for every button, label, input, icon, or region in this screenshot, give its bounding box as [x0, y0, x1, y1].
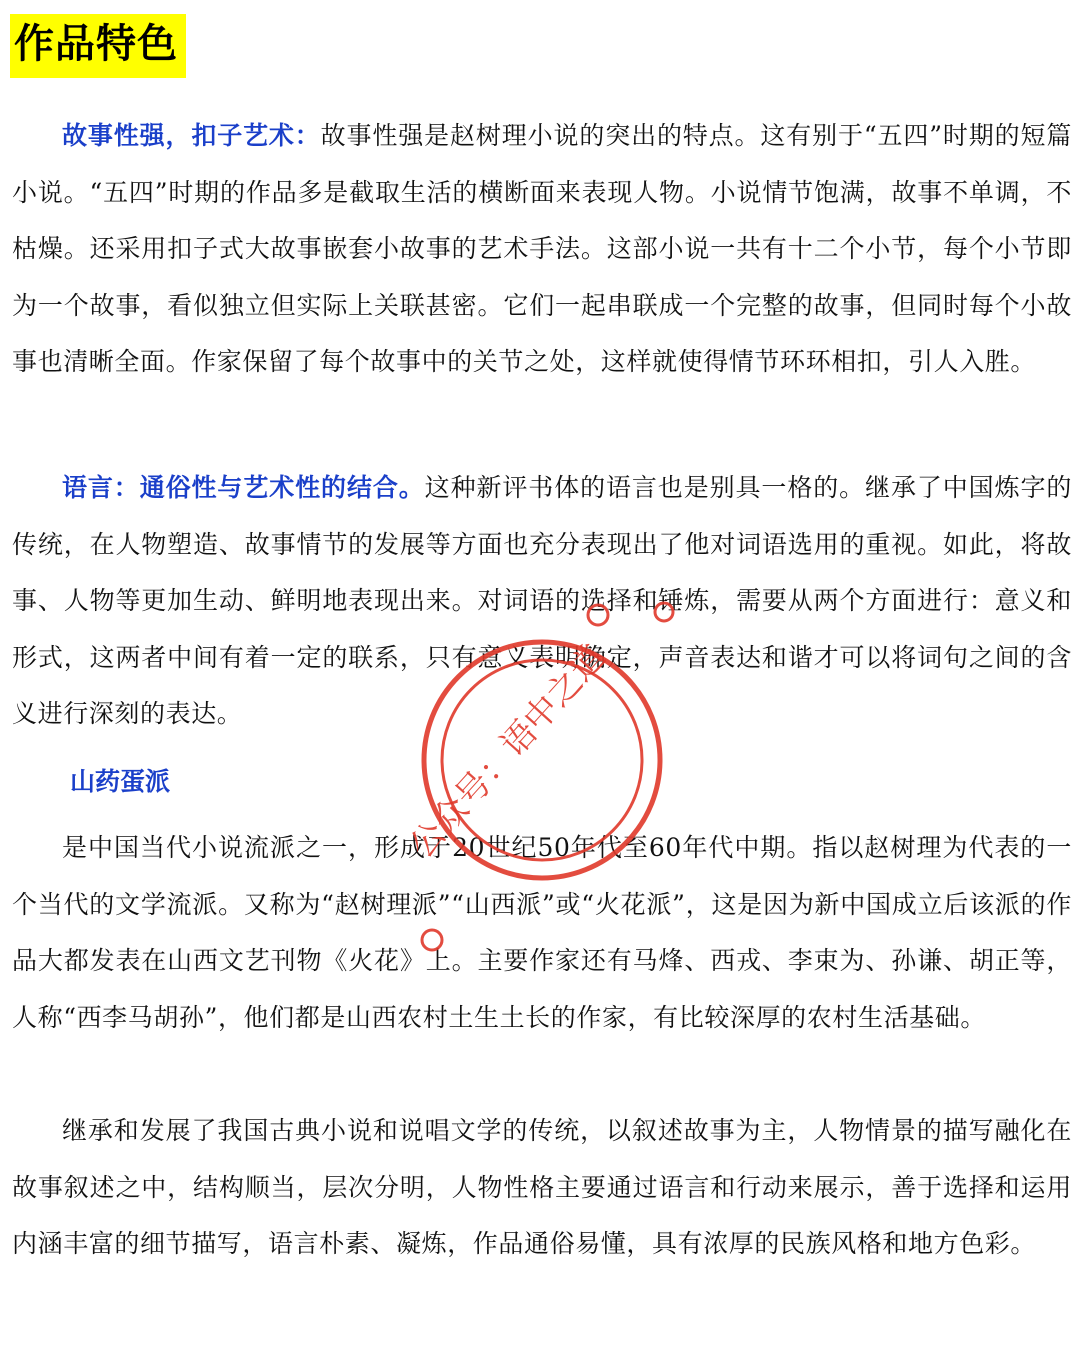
section-heading-language: 语言：通俗性与艺术性的结合	[62, 473, 399, 502]
paragraph-characteristics: 继承和发展了我国古典小说和说唱文学的传统，以叙述故事为主，人物情景的描写融化在故事叙述之中，结构顺当，层次分明，人物性格主要通过语言和行动来展示，善于选择和运用内涵丰富的细节描写，语言朴素、凝炼，作品通俗易懂，具有浓厚的民族风格和地方色彩。	[12, 1116, 1072, 1258]
section-language	[12, 460, 1072, 743]
page-title: 作品特色	[14, 21, 178, 67]
section-story	[12, 108, 1072, 391]
section-text-story: 故事性强是赵树理小说的突出的特点。这有别于“五四”时期的短篇小说。“五四”时期的作品多是截取生活的横断面来表现人物。小说情节饱满，故事不单调，不枯燥。还采用扣子式大故事嵌套小故事的艺术手法。这部小说一共有十二个小节，每个小节即为一个故事，看似独立但实际上关联甚密。它们一起串联成一个完整的故事，但同时每个小故事也清晰全面。作家保留了每个故事中的关节之处，这样就使得情节环环相扣，引人入胜。	[12, 121, 1072, 376]
section-text-language: 这种新评书体的语言也是别具一格的。继承了中国炼字的传统，在人物塑造、故事情节的发展等方面也充分表现出了他对词语选用的重视。如此，将故事、人物等更加生动、鲜明地表现出来。对词语的选择和锤炼，需要从两个方面进行：意义和形式，这两者中间有着一定的联系，只有意义表明确定，声音表达和谐才可以将词句之间的含义进行深刻的表达。	[12, 473, 1072, 728]
section-heading-story: 故事性强，扣子艺术：	[62, 121, 321, 150]
stamp-text: 公众号：语中之道	[401, 637, 614, 867]
paragraph-definition: 是中国当代小说流派之一，形成于20世纪50年代至60年代中期。指以赵树理为代表的一个当代的文学流派。又称为“赵树理派”“山西派”或“火花派”，这是因为新中国成立后该派的作品大都发表在山西文艺刊物《火花》上。主要作家还有马烽、西戎、李束为、孙谦、胡正等，人称“西李马胡孙”，他们都是山西农村土生土长的作家，有比较深厚的农村生活基础。	[12, 833, 1072, 1032]
section-heading-language-end: 。	[398, 473, 425, 502]
subheading-shanyaodan: 山药蛋派	[70, 767, 171, 796]
